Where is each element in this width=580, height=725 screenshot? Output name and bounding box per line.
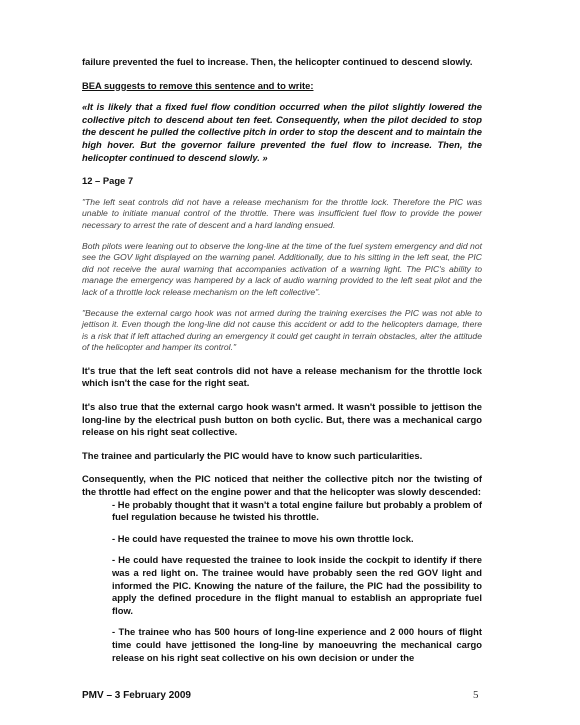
section-title: 12 – Page 7 (82, 175, 134, 187)
bea-suggestion-heading: BEA suggests to remove this sentence and to write: (82, 79, 314, 91)
paragraph-consequently: Consequently, when the PIC noticed that neither the collective pitch nor the twisting of the throttle had effect on the engine power and that the helicopter was slowly descended: (82, 473, 482, 498)
footer-date: PMV – 3 February 2009 (82, 690, 191, 701)
list-item: - He probably thought that it wasn't a total engine failure but probably a problem of fuel regulation because he twisted his throttle. (112, 498, 482, 523)
page-content (82, 56, 482, 664)
list-item: - He could have requested the trainee to move his own throttle lock. (112, 532, 414, 544)
bea-proposed-text: «It is likely that a fixed fuel flow condition occurred when the pilot slightly lowered the collective pitch to descend about ten feet. Consequently, when the pilot decided to stop the descent he pulled the collective pitch in order to stop the descent and to maintain the high hover. But the governor failure prevented the fuel flow to increase. Then, the helicopter continued to descend slowly. » (82, 101, 482, 163)
page-number: 5 (473, 689, 479, 701)
paragraph-left-seat: It's true that the left seat controls did not have a release mechanism for the throttle lock which isn't the case for the right seat. (82, 364, 482, 389)
paragraph-cargo-hook: It's also true that the external cargo hook wasn't armed. It wasn't possible to jettison the long-line by the electrical push button on both cyclic. But, there was a mechanical cargo release on his right seat collective. (82, 401, 482, 438)
list-item: - The trainee who has 500 hours of long-line experience and 2 000 hours of flight time could have jettisoned the long-line by manoeuvring the mechanical cargo release on his right seat collective on his own decision or under the (112, 626, 482, 663)
paragraph-continuation: failure prevented the fuel to increase. Then, the helicopter continued to descend slowly. (82, 56, 473, 67)
quoted-paragraph-1: "The left seat controls did not have a release mechanism for the throttle lock. Therefore the PIC was unable to initiate manual control of the throttle. There was insufficient fuel flow to provide the power necessary to arrest the rate of descent and a hard landing ensued. (82, 196, 482, 230)
paragraph-particularities: The trainee and particularly the PIC would have to know such particularities. (82, 449, 423, 461)
quoted-paragraph-3: "Because the external cargo hook was not armed during the training exercises the PIC was not able to jettison it. Even though the long-line did not cause this accident or add to the helicopters damage, there is a risk that if left attached during an emergency it could get caught in terrain obstacles, alter the attitude of the helicopter and hamper its control." (82, 307, 482, 353)
quoted-paragraph-2: Both pilots were leaning out to observe the long-line at the time of the fuel system emergency and did not see the GOV light displayed on the warning panel. Additionally, due to his sitting in the left seat, the PIC did not receive the aural warning that accompanies activation of a warning light. The PIC's ability to manage the emergency was hampered by a lack of audio warning provided to the left seat pilot and the lack of a throttle lock release mechanism on the left collective". (82, 240, 482, 297)
list-item: - He could have requested the trainee to look inside the cockpit to identify if there was a red light on. The trainee would have probably seen the red GOV light and informed the PIC. Knowing the nature of the failure, the PIC had the possibility to apply the defined procedure in the flight manual to establish an appropriate fuel flow. (112, 554, 482, 616)
